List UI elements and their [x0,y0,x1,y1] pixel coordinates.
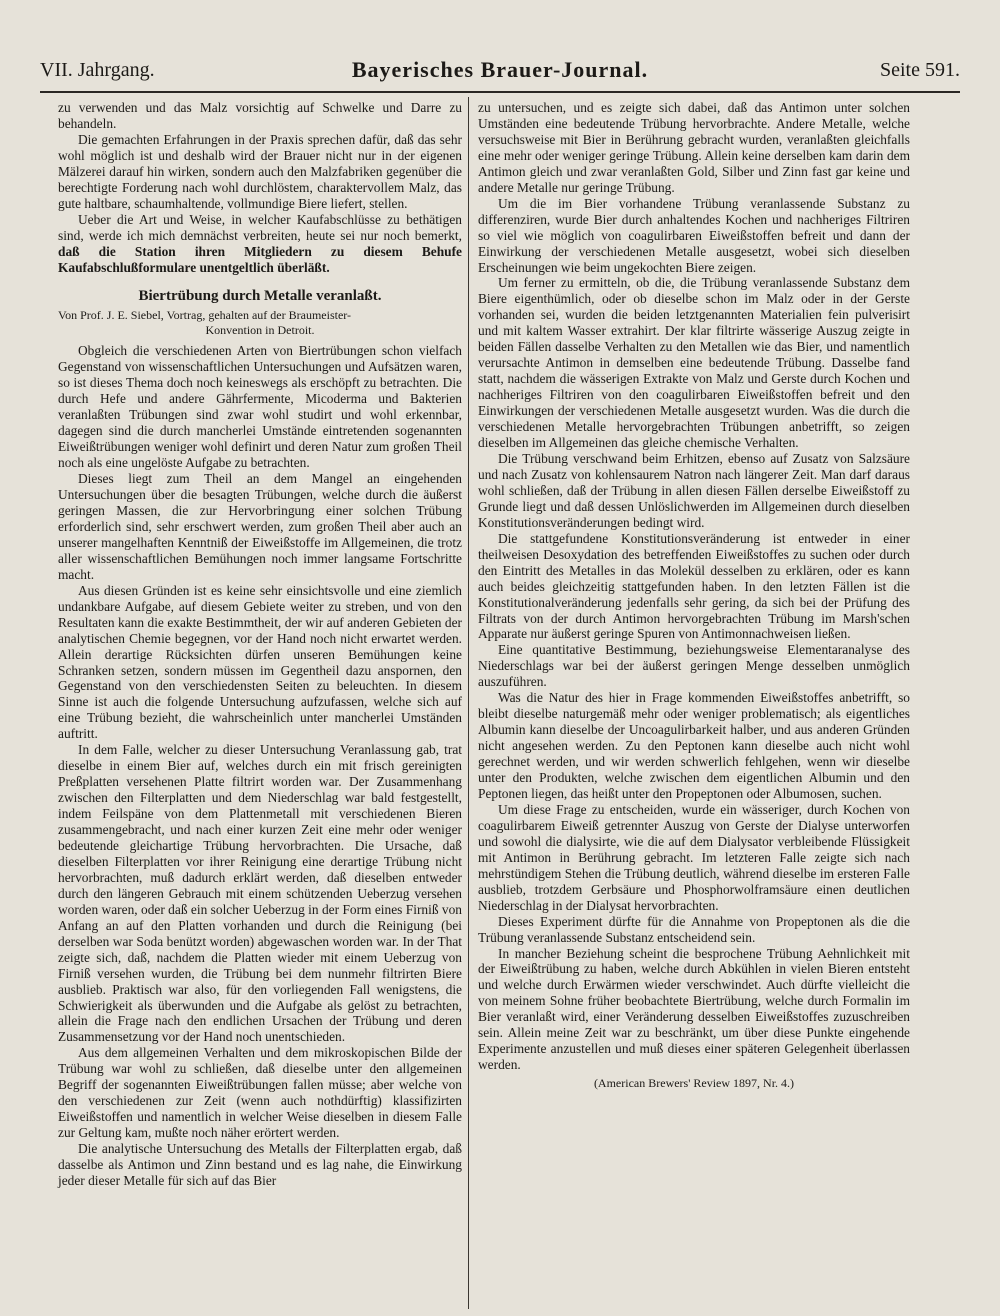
page-number: Seite 591. [880,59,960,81]
left-column [58,100,462,1189]
paragraph: Dieses liegt zum Theil an dem Mangel an eingehenden Untersuchungen über die besagten Trübungen, welche durch die äußerst geringen Massen, die zur Hervorbringung einer solchen Trübung erforderlich sind, sehr erschwert werden, zum großen Theil aber auch an unserer mangelhaften Kenntniß der Eiweißstoffe im Allgemeinen, die trotz aller wissenschaftlichen Bemühungen noch immer langsame Fortschritte macht. [58,471,462,582]
paragraph: Um diese Frage zu entscheiden, wurde ein wässeriger, durch Kochen von coagulirbarem Eiweiß getrennter Auszug von Gerste der Dialyse unterworfen und sowohl die dialysirte, wie die auf dem Dialysator verbleibende Flüssigkeit mit Antimon in Berührung gebracht. Im letzteren Falle zeigte sich nach mehrstündigem Stehen die Trübung deutlich, während dieselbe im ersteren Falle ausblieb, trotzdem Gerbsäure und Phosphorwolframsäure einen deutlichen Niederschlag in der Dialysat hervorbrachten. [478,801,910,913]
paragraph: Was die Natur des hier in Frage kommenden Eiweißstoffes anbetrifft, so bleibt dieselbe naturgemäß mehr oder weniger problematisch; als eigentliches Albumin kann dieselbe der Uncoagulirbarkeit halber, und aus anderen Gründen nicht angesehen werden. Zu den Peptonen kann dieselbe auch nicht wohl gerechnet werden, und wir werden schwerlich fehlgehen, wenn wir dieselbe unter den Produkten, welche zwischen dem eigentlichen Albumin und den Peptonen liegen, das heißt unter den Propeptonen oder Albumosen, suchen. [478,690,910,801]
paragraph: Die analytische Untersuchung des Metalls der Filterplatten ergab, daß dasselbe als Antimon und Zinn bestand und es lag nahe, die Einwirkung jeder dieser Metalle für sich auf das Bier [58,1141,462,1188]
paragraph: In mancher Beziehung scheint die besprochene Trübung Aehnlichkeit mit der Eiweißtrübung zu haben, welche durch Abkühlen in vielen Bieren entsteht und welche durch Erwärmen wieder verschwindet. Auch dürfte vielleicht die von meinem Sohne früher beobachtete Biertrübung, welche durch Formalin im Bier veranlaßt wird, einer Veränderung desselben Eiweißstoffes zuzuschreiben sein. Allein meine Zeit war zu beschränkt, um über diese Punkte eingehende Experimente anzustellen und muß dieses einer späteren Gelegenheit überlassen werden. [478,945,910,1073]
column-divider [468,97,469,1309]
byline-line-1: Von Prof. J. E. Siebel, Vortrag, gehalten auf der Braumeister- [58,308,352,323]
paragraph: Obgleich die verschiedenen Arten von Biertrübungen schon vielfach Gegenstand von wissenschaftlichen Untersuchungen und Aufsätzen waren, so ist dieses Thema doch noch keineswegs als erschöpft zu betrachten. Die durch Hefe und andere Gährfermente, Micoderma und Bakterien veranlaßten Trübungen sind zwar wohl studirt und wohl erkennbar, dagegen sind die durch mancherlei Umstände eintretenden sogenannten Eiweißtrübungen weniger wohl definirt und deren Natur zum großen Theil noch als eine ungelöste Aufgabe zu betrachten. [58,343,462,471]
article-byline [58,308,462,337]
bold-statement: daß die Station ihren Mitgliedern zu diesem Behufe Kaufabschlußformulare unentgeltlich überläßt. [58,243,462,275]
article-title: Biertrübung durch Metalle veranlaßt. [138,288,382,305]
volume-label: VII. Jahrgang. [40,59,155,81]
continued-paragraph: zu verwenden und das Malz vorsichtig auf Schwelke und Darre zu behandeln. [58,100,462,131]
paragraph: Aus diesen Gründen ist es keine sehr einsichtsvolle und eine ziemlich undankbare Aufgabe, auf diesem Gebiete weiter zu streben, und von den Resultaten kann die exakte Bestimmtheit, der wir auf anderen Gebieten der analytischen Chemie begegnen, vor der Hand noch nicht erwartet werden. Allein derartige Rücksichten dürfen unseren Bemühungen keine Schranken setzen, sondern müssen im Gegentheil dazu anspornen, den Gegenstand von den verschiedensten Seiten zu beleuchten. In diesem Sinne ist auch die folgende Untersuchung aufzufassen, welche sich auf eine Trübung bezieht, die wahrscheinlich unter mancherlei Umständen auftritt. [58,582,462,742]
journal-title: Bayerisches Brauer-Journal. [351,57,649,82]
paragraph: In dem Falle, welcher zu dieser Untersuchung Veranlassung gab, trat dieselbe in einem Bier auf, welches durch ein mit frisch gereinigten Preßplatten versehenen Platte filtrirt worden war. Der Zusammenhang zwischen den Filterplatten und dem Niederschlag war bald festgestellt, indem Feilspäne von dem Plattenmetall mit verschiedenen Bieren zusammengebracht, und nach einer kurzen Zeit eine mehr oder weniger bedeutende gleichartige Trübung hervorbrachten. Die Ursache, daß dieselben Filterplatten vor ihrer Reinigung eine derartige Trübung nicht hervorbrachten, muß dadurch erklärt werden, daß dieselben entweder durch den längeren Gebrauch mit einem schützenden Ueberzug versehen worden waren, oder daß ein solcher Ueberzug in der Form eines Firniß von Anfang an auf den Platten vorhanden und durch die Reinigung (bei derselben war Soda benützt worden) abgewaschen worden war. In der That zeigte sich, daß, nachdem die Platten wieder mit einem Ueberzug von Firniß versehen wurden, die Trübung bei dem nunmehr filtrirten Biere ausblieb. Praktisch war also, für den vorliegenden Fall wenigstens, die Schwierigkeit als überwunden und die Aufgabe als gelöst zu betrachten, allein die Frage nach den endlichen Ursachen der Trübung und deren Zusammensetzung vor der Hand noch unentschieden. [58,742,462,1045]
page-header [40,57,960,87]
paragraph [58,212,462,276]
source-citation: (American Brewers' Review 1897, Nr. 4.) [593,1076,795,1091]
paragraph: Die Trübung verschwand beim Erhitzen, ebenso auf Zusatz von Salzsäure und nach Zusatz von kohlensaurem Natron nach längerer Zeit. Man darf daraus wohl schließen, daß der Trübung in allen diesen Fällen derselbe Eiweißstoff zu Grunde liegt und daß dessen Unlöslichwerden im Allgemeinen durch dieselben Konstitutionsveränderungen bedingt wird. [478,450,910,530]
right-column [478,100,910,1092]
paragraph: Dieses Experiment dürfte für die Annahme von Propeptonen als die die Trübung veranlassende Substanz entscheidend sein. [478,913,910,945]
paragraph-text: Ueber die Art und Weise, in welcher Kaufabschlüsse zu bethätigen sind, werde ich mich demnächst verbreiten, heute sei nur noch bemerkt, [58,211,462,243]
paragraph: Aus dem allgemeinen Verhalten und dem mikroskopischen Bilde der Trübung war wohl zu schließen, daß dieselbe unter den allgemeinen Begriff der sogenannten Eiweißtrübungen fallen müsse; aber welche von den verschiedenen zur Zeit (wenn auch nothdürftig) klassifizirten Eiweißstoffen und namentlich in welcher Weise dieselben in diesem Falle zur Geltung kam, mußte noch näher erörtert werden. [58,1045,462,1141]
continued-paragraph: zu untersuchen, und es zeigte sich dabei, daß das Antimon unter solchen Umständen eine bedeutende Trübung hervorbrachte. Andere Metalle, welche versuchsweise mit Bier in Berührung gebracht wurden, veranlaßten gleichfalls eine mehr oder weniger geringe Trübung. Allein keine derselben kam darin dem Antimon gleich und zwar veranlaßten Gold, Silber und Zinn fast gar keine und andere Metalle nur geringe Trübung. [478,100,910,195]
paragraph: Um ferner zu ermitteln, ob die, die Trübung veranlassende Substanz dem Biere eigenthümlich, oder ob dieselbe schon im Malz oder in der Gerste vorhanden sei, wurden die beiden letztgenannten Materialien fein pulverisirt und mit kaltem Wasser extrahirt. Der klar filtrirte wässerige Auszug zeigte in beiden Fällen dasselbe Verhalten zu den Metallen wie das Bier, und namentlich verursachte Antimon in demselben eine bedeutende Trübung. Dasselbe fand statt, nachdem die wässerigen Extrakte von Malz und Gerste durch Kochen und nachheriges Filtriren von den coagulirbaren Eiweißstoffen befreit und den Einwirkungen der verschiedenen Metalle ausgesetzt wurden. Was die durch die verschiedenen Metalle hervorgebrachten Trübungen anbetrifft, so zeigen dieselben im Allgemeinen das gleiche chemische Verhalten. [478,275,910,451]
paragraph: Die stattgefundene Konstitutionsveränderung ist entweder in einer theilweisen Desoxydation des betreffenden Eiweißstoffes zu suchen oder durch den Eintritt des Metalles in das Molekül desselben zu erklären, oder es kann auch beides gleichzeitig stattgefunden haben. In den letzten Fällen ist die Konstitutionalveränderung jedenfalls sehr gering, da sich bei der Prüfung des Filtrats von der durch Antimon hervorgebrachten Trübung im Marsh'schen Apparate nur äußerst geringe Spuren von Antimonnachweisen ließen. [478,530,910,642]
paragraph: Eine quantitative Bestimmung, beziehungsweise Elementaranalyse des Niederschlags war bei der äußerst geringen Menge desselben unmöglich auszuführen. [478,642,910,690]
paragraph: Die gemachten Erfahrungen in der Praxis sprechen dafür, daß das sehr wohl möglich ist und deshalb wird der Brauer nicht nur in der eigenen Mälzerei darauf hin wirken, sondern auch den Malzfabriken gegenüber die berechtigte Forderung nach wohl durchlöstem, charaktervollem Malz, das gute haltbare, schaumhaltende, vollmundige Biere liefert, stellen. [58,131,462,211]
paragraph: Um die im Bier vorhandene Trübung veranlassende Substanz zu differenziren, wurde Bier durch anhaltendes Kochen und nachheriges Filtriren so viel wie möglich von coagulirbaren Eiweißstoffen befreit und dann der Einwirkung der verschiedenen Metalle ausgesetzt, wobei sich dieselben Erscheinungen wie beim ungekochten Biere zeigen. [478,195,910,275]
header-rule [40,91,960,93]
byline-line-2: Konvention in Detroit. [205,322,315,337]
